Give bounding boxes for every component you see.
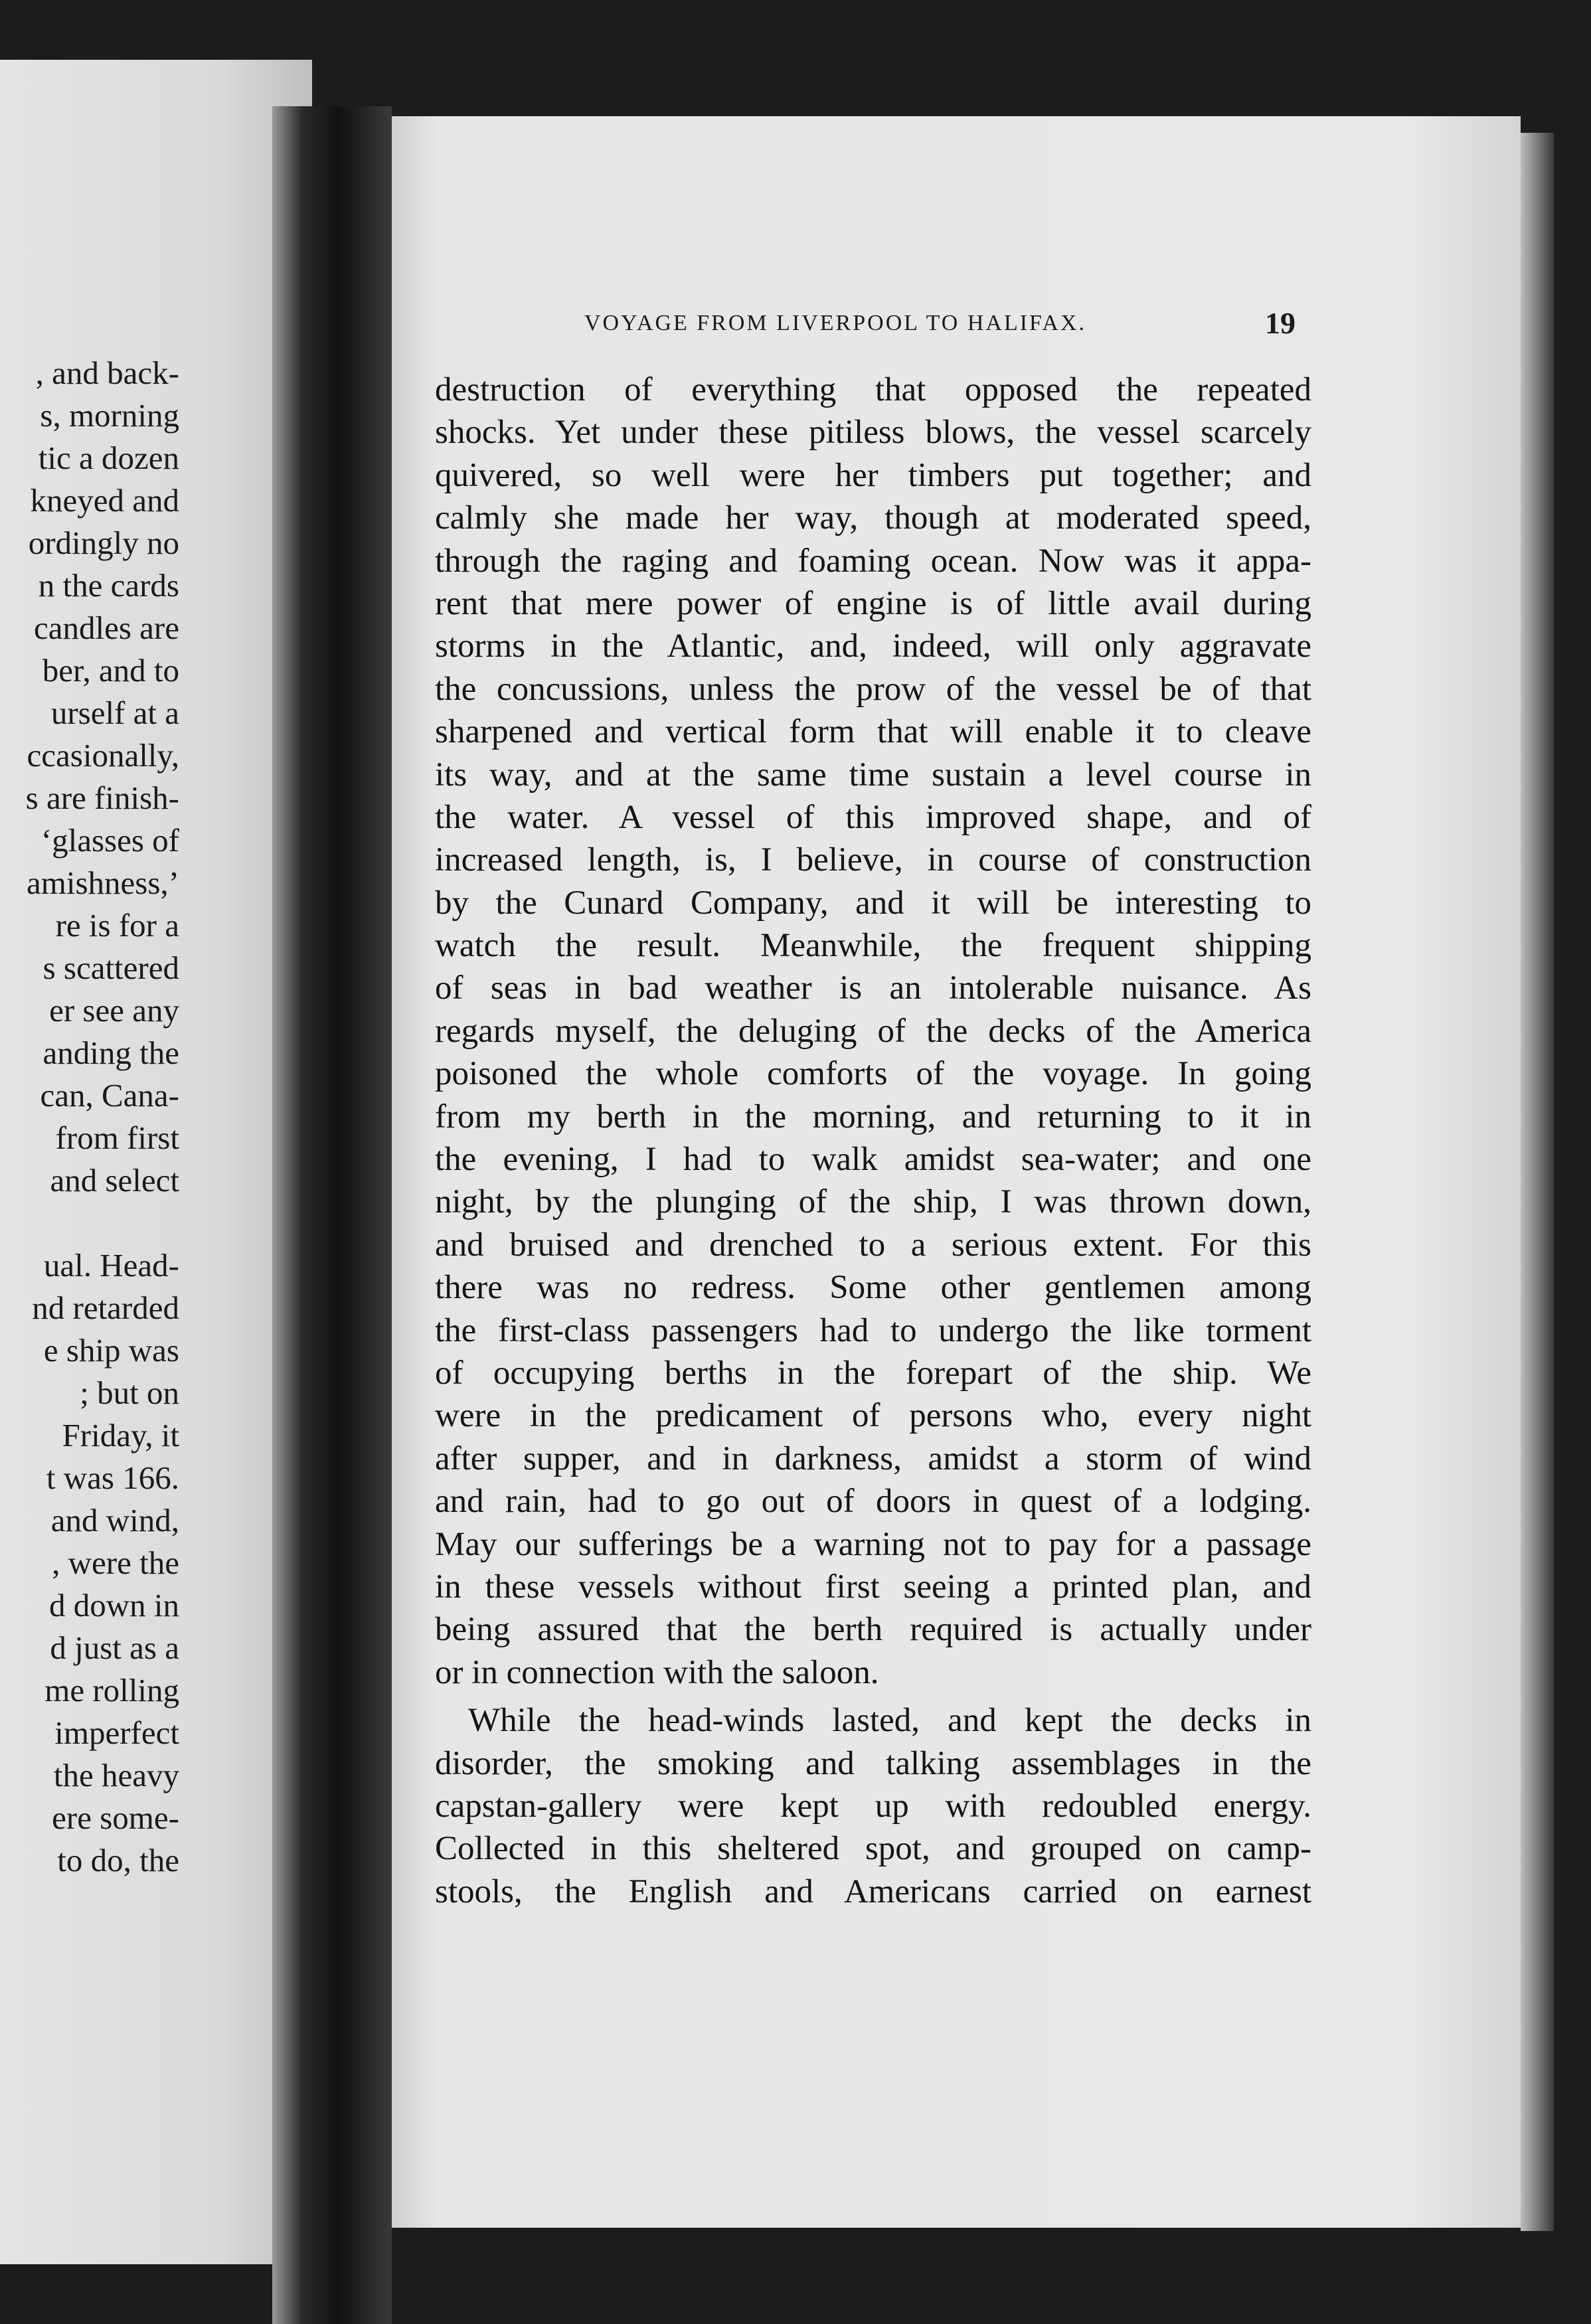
left-page-text <box>0 352 179 1882</box>
text-line: the water. A vessel of this improved shape, and of <box>435 798 1311 836</box>
text-line: and bruised and drenched to a serious extent. For this <box>435 1226 1311 1264</box>
text-line: May our sufferings be a warning not to pay for a passage <box>435 1525 1311 1563</box>
left-line: ere some- <box>52 1799 179 1836</box>
text-line: Collected in this sheltered spot, and grouped on camp- <box>435 1830 1311 1868</box>
left-line: ; but on <box>80 1374 179 1411</box>
text-line: rent that mere power of engine is of little avail during <box>435 584 1311 622</box>
text-line: calmly she made her way, though at moderated speed, <box>435 499 1311 537</box>
left-line: tic a dozen <box>38 440 179 476</box>
left-line: re is for a <box>55 907 179 944</box>
body-text <box>435 369 1311 1913</box>
left-line: n the cards <box>38 567 179 604</box>
text-line: there was no redress. Some other gentlemen among <box>435 1269 1311 1307</box>
text-line: sharpened and vertical form that will enable it to cleave <box>435 713 1311 751</box>
paragraph-gap <box>435 1694 1311 1699</box>
text-line: by the Cunard Company, and it will be interesting to <box>435 884 1311 922</box>
text-line: storms in the Atlantic, and, indeed, will only aggravate <box>435 627 1311 665</box>
text-line: or in connection with the saloon. <box>435 1653 879 1691</box>
left-line: , and back- <box>35 355 179 391</box>
left-line: e ship was <box>43 1332 179 1369</box>
text-line: of seas in bad weather is an intolerable nuisance. As <box>435 969 1311 1007</box>
text-line: the first-class passengers had to undergo the like torment <box>435 1311 1311 1349</box>
text-line: of occupying berths in the forepart of the ship. We <box>435 1354 1311 1392</box>
left-line: ber, and to <box>42 652 179 689</box>
left-line: , were the <box>52 1544 179 1581</box>
left-line: s, morning <box>40 397 179 434</box>
left-line: and wind, <box>50 1502 179 1538</box>
text-line: increased length, is, I believe, in course of construction <box>435 841 1311 879</box>
left-line: to do, the <box>57 1842 179 1878</box>
left-line: ual. Head- <box>43 1247 179 1284</box>
left-line: er see any <box>49 992 179 1029</box>
running-head: VOYAGE FROM LIVERPOOL TO HALIFAX. <box>584 311 1087 335</box>
text-line: poisoned the whole comforts of the voyage. In going <box>435 1055 1311 1093</box>
left-line: Friday, it <box>62 1417 179 1453</box>
left-line: s scattered <box>42 950 179 986</box>
text-line: the evening, I had to walk amidst sea-water; and one <box>435 1141 1311 1179</box>
left-line: ‘glasses of <box>41 822 179 859</box>
text-line: and rain, had to go out of doors in quest of a lodging. <box>435 1483 1311 1521</box>
left-line: t was 166. <box>46 1459 179 1496</box>
left-line: nd retarded <box>32 1289 179 1326</box>
text-line: watch the result. Meanwhile, the frequent shipping <box>435 927 1311 965</box>
left-line: from first <box>55 1120 179 1156</box>
left-line: d just as a <box>50 1629 179 1666</box>
text-line: being assured that the berth required is actually under <box>435 1611 1311 1649</box>
text-line: the concussions, unless the prow of the vessel be of that <box>435 670 1311 708</box>
text-line: after supper, and in darkness, amidst a storm of wind <box>435 1440 1311 1477</box>
text-line: regards myself, the deluging of the decks of the America <box>435 1012 1311 1050</box>
text-line: shocks. Yet under these pitiless blows, the vessel scarcely <box>435 414 1311 452</box>
text-line: from my berth in the morning, and returning to it in <box>435 1098 1311 1135</box>
text-line: its way, and at the same time sustain a level course in <box>435 756 1311 793</box>
left-line: anding the <box>42 1035 179 1071</box>
left-line: can, Cana- <box>40 1077 179 1114</box>
left-line: urself at a <box>50 695 179 731</box>
text-line: were in the predicament of persons who, every night <box>435 1397 1311 1435</box>
left-line: ccasionally, <box>27 737 179 774</box>
page-number: 19 <box>1265 306 1296 340</box>
left-line: amishness,’ <box>27 865 179 901</box>
left-facing-page <box>0 60 312 2264</box>
text-line: While the head-winds lasted, and kept the decks in <box>468 1702 1311 1740</box>
book-binding-gutter <box>272 106 392 2324</box>
left-line: the heavy <box>53 1757 179 1793</box>
text-line: stools, the English and Americans carried on earnest <box>435 1872 1311 1910</box>
text-line: through the raging and foaming ocean. Now was it appa- <box>435 542 1311 580</box>
text-line: destruction of everything that opposed the repeated <box>435 371 1311 408</box>
text-line: in these vessels without first seeing a printed plan, and <box>435 1568 1311 1606</box>
text-line: capstan-gallery were kept up with redoubled energy. <box>435 1787 1311 1825</box>
left-line: s are finish- <box>25 780 179 816</box>
left-line: ordingly no <box>28 525 179 561</box>
left-line: me rolling <box>44 1672 179 1708</box>
left-line: and select <box>50 1162 179 1199</box>
left-line: candles are <box>34 610 179 646</box>
text-line: disorder, the smoking and talking assemblages in the <box>435 1744 1311 1782</box>
right-page-edge-shadow <box>1521 133 1554 2231</box>
text-line: quivered, so well were her timbers put together; and <box>435 456 1311 494</box>
text-line: night, by the plunging of the ship, I was thrown down, <box>435 1183 1311 1221</box>
left-line: d down in <box>49 1587 179 1623</box>
left-line <box>0 1202 179 1244</box>
left-line: imperfect <box>54 1714 179 1751</box>
left-line: kneyed and <box>30 482 179 519</box>
